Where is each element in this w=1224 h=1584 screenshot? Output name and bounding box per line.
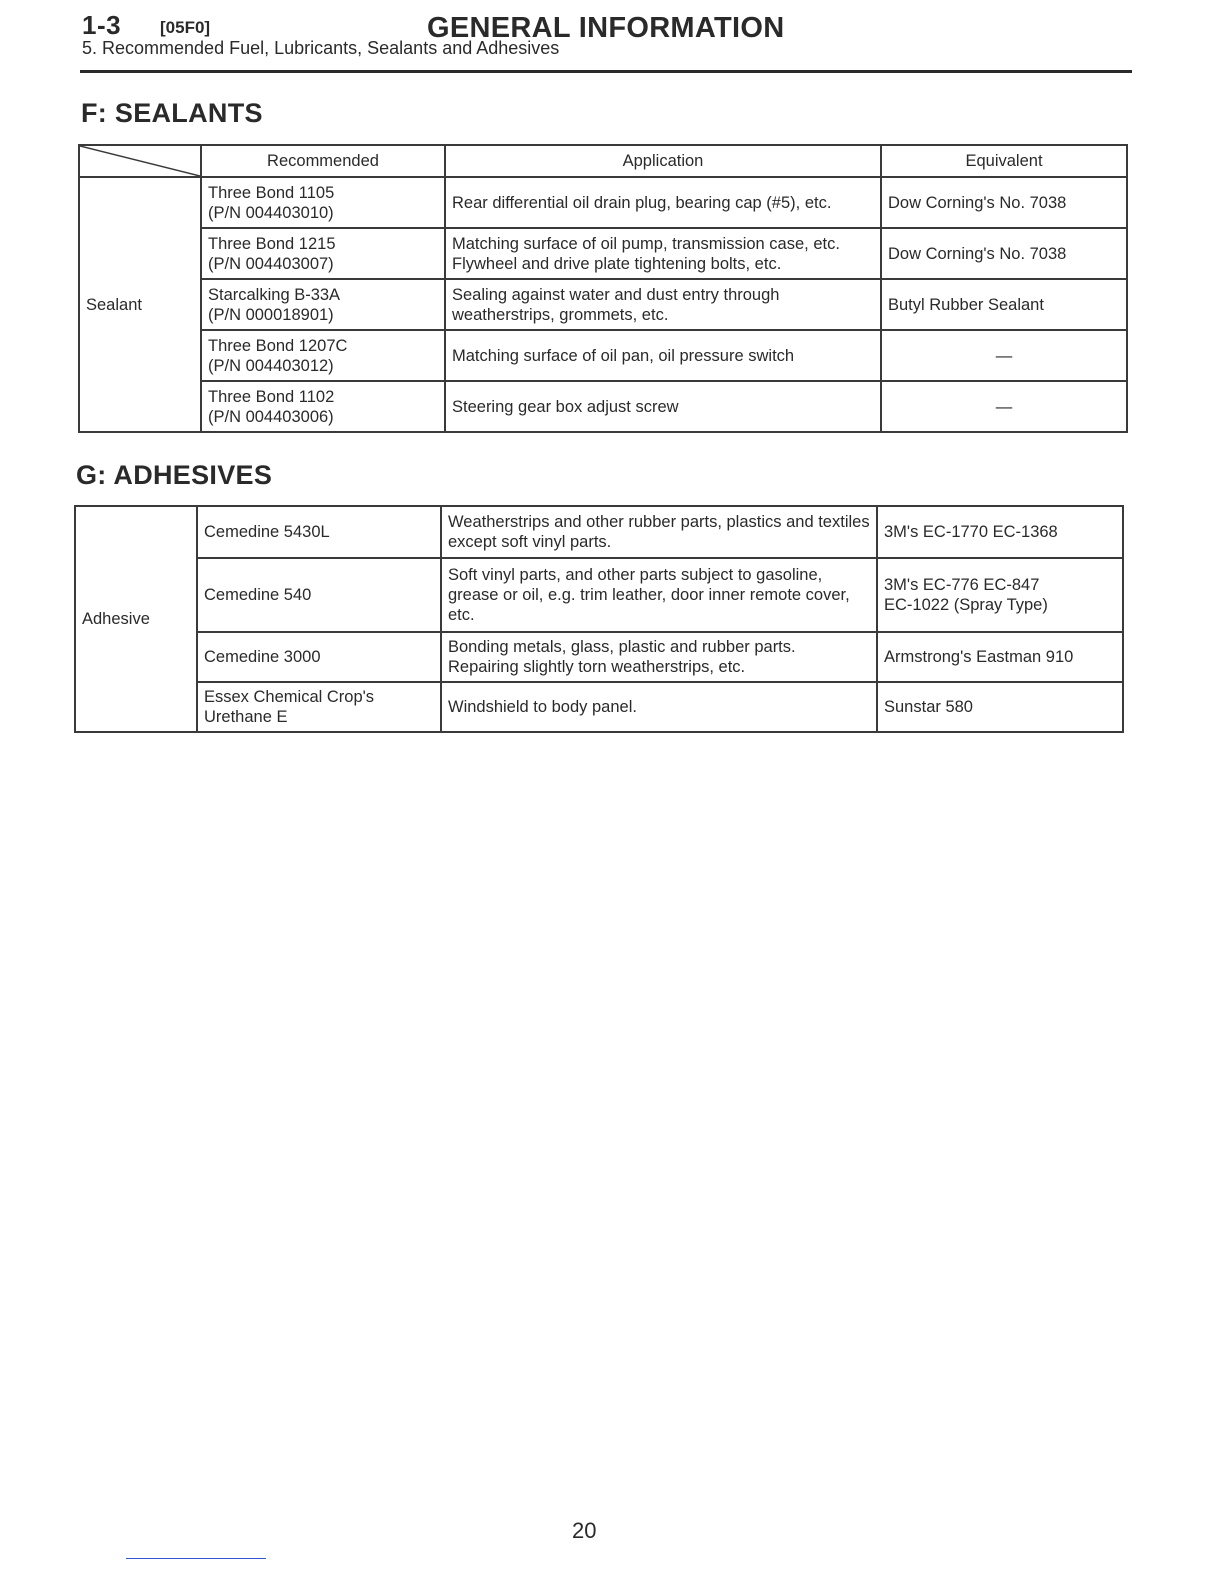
application-cell: Matching surface of oil pan, oil pressure switch <box>445 330 881 381</box>
product-name: Starcalking B-33A <box>208 285 341 304</box>
equivalent-text-line2: EC-1022 (Spray Type) <box>884 596 1048 614</box>
equivalent-cell <box>877 632 1123 682</box>
equivalent-cell <box>877 506 1123 558</box>
application-cell: Weatherstrips and other rubber parts, plastics and textiles except soft vinyl parts. <box>441 506 877 558</box>
part-number: (P/N 000018901) <box>208 305 334 324</box>
table-row <box>75 506 1123 558</box>
page-title: GENERAL INFORMATION <box>427 12 785 44</box>
table-row <box>75 632 1123 682</box>
section-number: 1-3 <box>82 10 122 40</box>
application-cell: Soft vinyl parts, and other parts subject to gasoline, grease or oil, e.g. trim leather, door inner remote cover, etc. <box>441 558 877 632</box>
section-code: [05F0] <box>160 18 211 37</box>
diagonal-line <box>80 146 200 176</box>
equivalent-text: 3M's EC-776 EC-847 <box>884 576 1040 594</box>
equivalent-cell: — <box>881 381 1127 432</box>
table-row <box>79 330 1127 381</box>
product-name: Essex Chemical Crop's <box>204 688 375 706</box>
recommended-cell <box>201 381 445 432</box>
table-row <box>79 381 1127 432</box>
sealants-table <box>78 144 1128 433</box>
product-name-line2: Urethane E <box>204 708 288 726</box>
table-row <box>79 228 1127 279</box>
product-name: Cemedine 540 <box>204 586 312 604</box>
application-cell: Sealing against water and dust entry through weatherstrips, grommets, etc. <box>445 279 881 330</box>
application-cell: Steering gear box adjust screw <box>445 381 881 432</box>
part-number: (P/N 004403007) <box>208 254 334 273</box>
equivalent-cell: — <box>881 330 1127 381</box>
adhesives-heading: G: ADHESIVES <box>76 460 273 490</box>
table-row <box>79 177 1127 228</box>
application-cell: Matching surface of oil pump, transmission case, etc. Flywheel and drive plate tightening bolts, etc. <box>445 228 881 279</box>
equivalent-cell: Butyl Rubber Sealant <box>881 279 1127 330</box>
column-header-equivalent: Equivalent <box>881 145 1127 177</box>
product-name: Cemedine 3000 <box>204 648 321 666</box>
equivalent-text: 3M's EC-1770 EC-1368 <box>884 523 1058 541</box>
corner-cell <box>79 145 201 177</box>
page-number: 20 <box>572 1518 597 1543</box>
product-name: Three Bond 1215 <box>208 234 336 253</box>
equivalent-cell <box>877 682 1123 732</box>
recommended-cell <box>197 682 441 732</box>
recommended-cell <box>197 632 441 682</box>
table-header-row <box>79 145 1127 177</box>
recommended-cell <box>197 558 441 632</box>
recommended-cell <box>197 506 441 558</box>
part-number: (P/N 004403006) <box>208 407 334 426</box>
product-name: Three Bond 1102 <box>208 387 335 406</box>
product-name: Cemedine 5430L <box>204 523 330 541</box>
product-name: Three Bond 1105 <box>208 183 335 202</box>
equivalent-cell: Dow Corning's No. 7038 <box>881 228 1127 279</box>
footer-link-underline <box>126 1558 266 1559</box>
category-label: Sealant <box>79 177 201 432</box>
application-cell: Rear differential oil drain plug, bearing cap (#5), etc. <box>445 177 881 228</box>
recommended-cell <box>201 177 445 228</box>
header-divider <box>80 70 1132 73</box>
recommended-cell <box>201 228 445 279</box>
application-cell: Windshield to body panel. <box>441 682 877 732</box>
equivalent-text: Armstrong's Eastman 910 <box>884 648 1074 666</box>
table-row <box>79 279 1127 330</box>
sealants-heading: F: SEALANTS <box>81 98 263 128</box>
page-subtitle: 5. Recommended Fuel, Lubricants, Sealants and Adhesives <box>82 38 560 58</box>
part-number: (P/N 004403010) <box>208 203 334 222</box>
equivalent-text: Sunstar 580 <box>884 698 973 716</box>
recommended-cell <box>201 279 445 330</box>
table-row <box>75 558 1123 632</box>
page-header <box>80 6 1132 78</box>
equivalent-cell <box>877 558 1123 632</box>
table-row <box>75 682 1123 732</box>
application-cell: Bonding metals, glass, plastic and rubber parts. Repairing slightly torn weatherstrips, etc. <box>441 632 877 682</box>
column-header-recommended: Recommended <box>201 145 445 177</box>
product-name: Three Bond 1207C <box>208 336 348 355</box>
recommended-cell <box>201 330 445 381</box>
column-header-application: Application <box>445 145 881 177</box>
equivalent-cell: Dow Corning's No. 7038 <box>881 177 1127 228</box>
adhesives-table <box>74 505 1124 733</box>
category-label: Adhesive <box>75 506 197 732</box>
part-number: (P/N 004403012) <box>208 356 334 375</box>
